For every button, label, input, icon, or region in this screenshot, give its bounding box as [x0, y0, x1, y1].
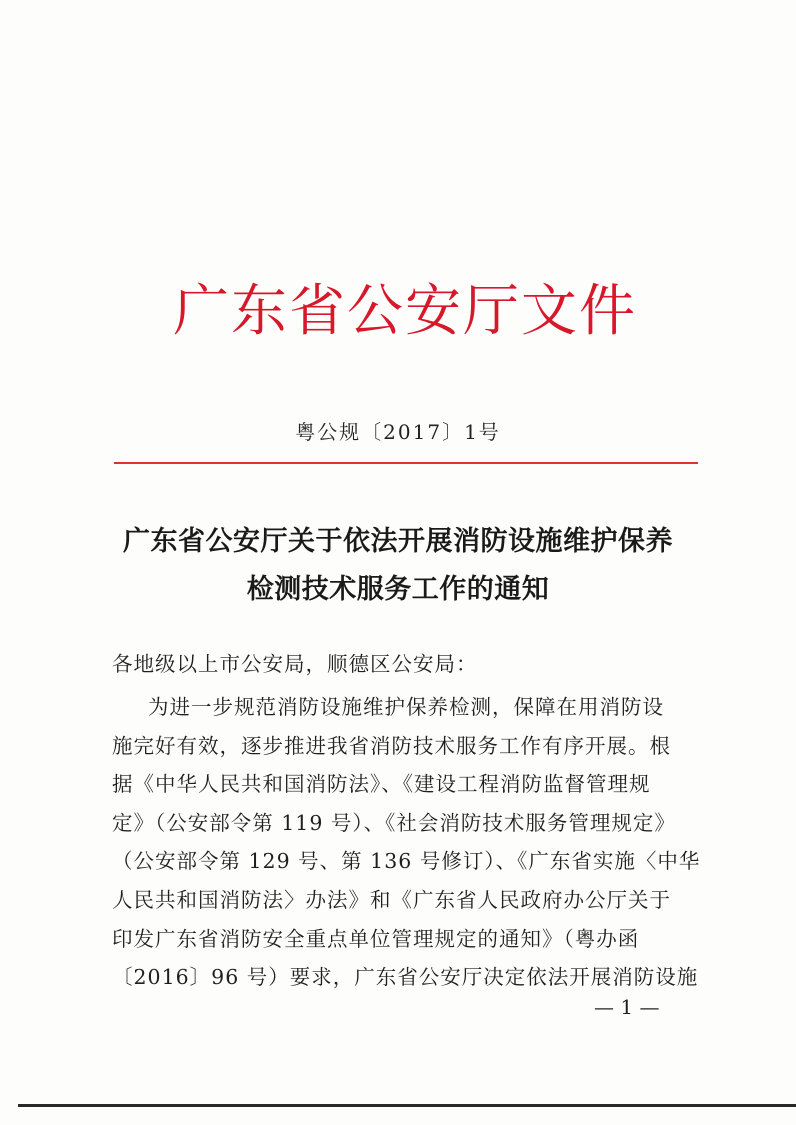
- body-line: 人民共和国消防法〉办法》和《广东省人民政府办公厅关于: [112, 887, 671, 912]
- notice-title: [90, 518, 706, 614]
- page-number: — 1 —: [594, 995, 660, 1019]
- body-line: 印发广东省消防安全重点单位管理规定的通知》（粤办函: [112, 926, 640, 951]
- body-line: 〔2016〕96 号）要求，广东省公安厅决定依法开展消防设施: [112, 965, 699, 990]
- body-line: 定》（公安部令第 119 号）、《社会消防技术服务管理规定》: [112, 810, 676, 835]
- issuing-authority-header: 广东省公安厅文件: [173, 279, 637, 344]
- scan-edge-line: [18, 1104, 796, 1107]
- document-number: 粤公规〔2017〕1号: [295, 420, 501, 444]
- red-separator-line: [114, 462, 698, 464]
- body-line: 为进一步规范消防设施维护保养检测，保障在用消防设: [148, 695, 664, 719]
- body-line: （公安部令第 129 号、第 136 号修订）、《广东省实施〈中华: [112, 849, 701, 874]
- notice-title-line-2: 检测技术服务工作的通知: [246, 574, 550, 605]
- salutation: 各地级以上市公安局，顺德区公安局：: [112, 652, 478, 676]
- body-paragraph: [112, 688, 712, 997]
- notice-title-line-1: 广东省公安厅关于依法开展消防设施维护保养: [123, 526, 673, 557]
- body-line: 施完好有效，逐步推进我省消防技术服务工作有序开展。根: [112, 733, 671, 758]
- body-line: 据《中华人民共和国消防法》、《建设工程消防监督管理规: [112, 772, 651, 797]
